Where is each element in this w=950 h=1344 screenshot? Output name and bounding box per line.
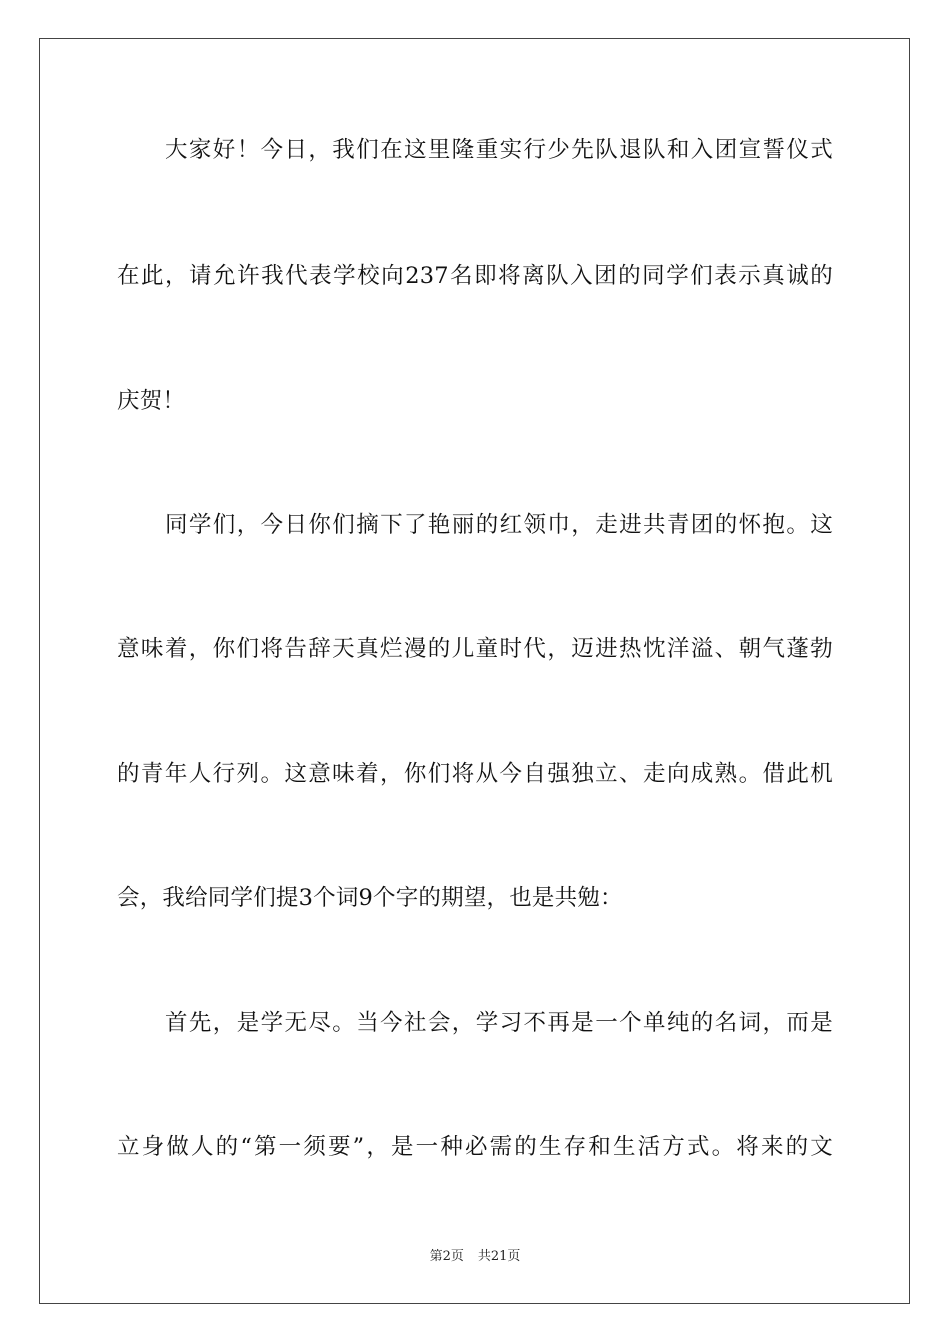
page-footer	[0, 1247, 950, 1267]
page-total: 共21页	[477, 1249, 521, 1264]
paragraph-1-line-2: 在此，请允许我代表学校向237名即将离队入团的同学们表示真诚的	[117, 263, 833, 289]
paragraph-2-line-4: 会，我给同学们提3个词9个字的期望，也是共勉：	[117, 885, 623, 911]
paragraph-2-line-1: 同学们，今日你们摘下了艳丽的红领巾，走进共青团的怀抱。这	[165, 512, 833, 538]
paragraph-2-line-3: 的青年人行列。这意味着，你们将从今自强独立、走向成熟。借此机	[117, 761, 833, 787]
paragraph-2-line-2: 意味着，你们将告辞天真烂漫的儿童时代，迈进热忱洋溢、朝气蓬勃	[117, 636, 833, 662]
paragraph-1-line-3: 庆贺！	[117, 388, 186, 414]
paragraph-3-line-2: 立身做人的“第一须要”，是一种必需的生存和生活方式。将来的文	[117, 1134, 833, 1160]
page-number: 第2页	[429, 1249, 464, 1264]
paragraph-3-line-1: 首先，是学无尽。当今社会，学习不再是一个单纯的名词，而是	[165, 1010, 833, 1036]
paragraph-1-line-1: 大家好！今日，我们在这里隆重实行少先队退队和入团宣誓仪式	[165, 137, 833, 163]
page-border	[39, 38, 910, 1304]
